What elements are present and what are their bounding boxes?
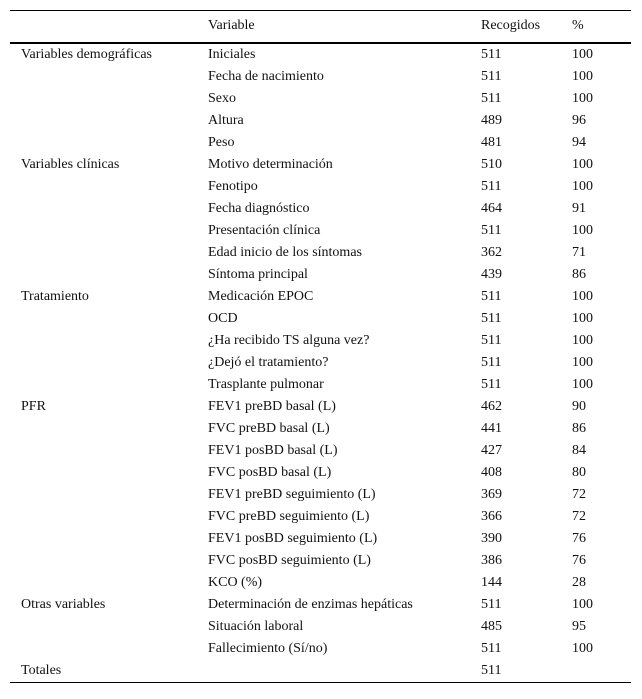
row-percent-cell: 100: [572, 68, 593, 84]
row-percent-cell: 94: [572, 134, 586, 150]
row-percent-cell: 95: [572, 618, 586, 634]
row-percent-cell: 86: [572, 266, 586, 282]
row-recogidos-cell: 386: [481, 552, 502, 568]
header-recogidos: Recogidos: [481, 11, 572, 43]
row-group-cell: [10, 374, 208, 396]
row-group-cell: [10, 462, 208, 484]
table-row: [10, 264, 631, 286]
row-recogidos-cell: 366: [481, 508, 502, 524]
row-recogidos-cell: 489: [481, 112, 502, 128]
table-header: [10, 11, 631, 43]
row-group-cell: [10, 88, 208, 110]
row-variable-cell: FVC preBD basal (L): [208, 420, 330, 436]
row-variable-cell: ¿Dejó el tratamiento?: [208, 354, 329, 370]
table-row: [10, 220, 631, 242]
row-variable-cell: Sexo: [208, 90, 236, 106]
row-group-cell: Otras variables: [21, 596, 106, 612]
row-recogidos-cell: 511: [481, 596, 502, 612]
header-variable: Variable: [208, 11, 481, 43]
row-recogidos-cell: 144: [481, 574, 502, 590]
table-row: [10, 616, 631, 638]
row-percent-cell: 80: [572, 464, 586, 480]
row-recogidos-cell: 511: [481, 288, 502, 304]
row-percent-cell: 96: [572, 112, 586, 128]
row-group-cell: [10, 132, 208, 154]
row-percent-cell: 84: [572, 442, 586, 458]
row-recogidos-cell: 511: [481, 46, 502, 62]
row-percent-cell: 76: [572, 530, 586, 546]
row-variable-cell: Motivo determinación: [208, 156, 333, 172]
row-recogidos-cell: 511: [481, 376, 502, 392]
row-variable-cell: Situación laboral: [208, 618, 304, 634]
row-variable-cell: Fenotipo: [208, 178, 258, 194]
table-body: [10, 43, 631, 683]
row-variable-cell: FEV1 posBD seguimiento (L): [208, 530, 378, 546]
row-percent-cell: 100: [572, 222, 593, 238]
row-group-cell: Variables demográficas: [21, 46, 152, 62]
row-variable-cell: Edad inicio de los síntomas: [208, 244, 362, 260]
data-table: [10, 10, 631, 683]
row-recogidos-cell: 511: [481, 640, 502, 656]
row-group-cell: [10, 198, 208, 220]
row-recogidos-cell: 511: [481, 68, 502, 84]
table-row: [10, 638, 631, 660]
row-recogidos-cell: 511: [481, 660, 572, 683]
table-row: [10, 396, 631, 418]
row-percent-cell: 100: [572, 376, 593, 392]
table-row: [10, 484, 631, 506]
row-group-cell: [10, 418, 208, 440]
table-row: [10, 308, 631, 330]
row-recogidos-cell: 408: [481, 464, 502, 480]
row-variable-cell: FVC preBD seguimiento (L): [208, 508, 370, 524]
row-percent-cell: 86: [572, 420, 586, 436]
row-recogidos-cell: 462: [481, 398, 502, 414]
row-variable-cell: KCO (%): [208, 574, 263, 590]
row-group-cell: [10, 638, 208, 660]
table-row: [10, 352, 631, 374]
row-group-cell: [10, 176, 208, 198]
row-group-cell: [10, 308, 208, 330]
row-recogidos-cell: 511: [481, 332, 502, 348]
row-percent-cell: 100: [572, 178, 593, 194]
table-row: [10, 374, 631, 396]
row-group-cell: Tratamiento: [21, 288, 89, 304]
row-group-cell: [10, 440, 208, 462]
row-recogidos-cell: 511: [481, 90, 502, 106]
row-percent-cell: 72: [572, 486, 586, 502]
row-percent-cell: 91: [572, 200, 586, 216]
table-row: [10, 660, 631, 683]
row-variable-cell: FVC posBD basal (L): [208, 464, 332, 480]
table-row: [10, 330, 631, 352]
row-variable-cell: Presentación clínica: [208, 222, 321, 238]
row-percent-cell: 72: [572, 508, 586, 524]
row-group-cell: [10, 550, 208, 572]
row-percent-cell: 76: [572, 552, 586, 568]
row-percent-cell: 90: [572, 398, 586, 414]
row-percent-cell: 71: [572, 244, 586, 260]
row-percent-cell: 28: [572, 574, 586, 590]
row-percent-cell: 100: [572, 332, 593, 348]
table-row: [10, 198, 631, 220]
table-row: [10, 528, 631, 550]
row-recogidos-cell: 441: [481, 420, 502, 436]
row-variable-cell: [208, 660, 481, 683]
table-row: [10, 572, 631, 594]
row-percent-cell: 100: [572, 640, 593, 656]
row-percent-cell: 100: [572, 310, 593, 326]
row-group-cell: Totales: [10, 660, 208, 683]
row-group-cell: [10, 330, 208, 352]
row-recogidos-cell: 481: [481, 134, 502, 150]
row-variable-cell: Trasplante pulmonar: [208, 376, 324, 392]
row-variable-cell: Iniciales: [208, 46, 256, 62]
row-group-cell: [10, 352, 208, 374]
row-variable-cell: Peso: [208, 134, 235, 150]
table-row: [10, 440, 631, 462]
row-percent-cell: 100: [572, 596, 593, 612]
row-group-cell: [10, 110, 208, 132]
table-row: [10, 242, 631, 264]
row-percent-cell: 100: [572, 156, 593, 172]
row-variable-cell: Fecha diagnóstico: [208, 200, 310, 216]
table-row: [10, 506, 631, 528]
table-row: [10, 176, 631, 198]
row-group-cell: Variables clínicas: [21, 156, 120, 172]
row-variable-cell: FVC posBD seguimiento (L): [208, 552, 371, 568]
table-row: [10, 154, 631, 176]
row-recogidos-cell: 511: [481, 354, 502, 370]
row-group-cell: [10, 506, 208, 528]
row-percent-cell: 100: [572, 354, 593, 370]
table-row: [10, 66, 631, 88]
header-percent: %: [572, 11, 631, 43]
row-percent-cell: 100: [572, 46, 593, 62]
row-recogidos-cell: 427: [481, 442, 502, 458]
table-row: [10, 286, 631, 308]
table-row: [10, 462, 631, 484]
header-group: [10, 11, 208, 43]
row-group-cell: [10, 616, 208, 638]
header-row: [10, 11, 631, 43]
row-group-cell: [10, 528, 208, 550]
row-variable-cell: Medicación EPOC: [208, 288, 314, 304]
row-recogidos-cell: 485: [481, 618, 502, 634]
row-variable-cell: Fecha de nacimiento: [208, 68, 324, 84]
row-variable-cell: Fallecimiento (Sí/no): [208, 640, 328, 656]
row-recogidos-cell: 439: [481, 266, 502, 282]
row-recogidos-cell: 464: [481, 200, 502, 216]
table-row: [10, 418, 631, 440]
row-percent-cell: 100: [572, 288, 593, 304]
row-recogidos-cell: 510: [481, 156, 502, 172]
row-variable-cell: Determinación de enzimas hepáticas: [208, 596, 413, 612]
row-recogidos-cell: 511: [481, 222, 502, 238]
row-percent-cell: 100: [572, 90, 593, 106]
row-recogidos-cell: 390: [481, 530, 502, 546]
row-variable-cell: FEV1 preBD basal (L): [208, 398, 336, 414]
row-group-cell: [10, 572, 208, 594]
row-variable-cell: Altura: [208, 112, 244, 128]
table-row: [10, 594, 631, 616]
row-variable-cell: FEV1 preBD seguimiento (L): [208, 486, 376, 502]
table-row: [10, 132, 631, 154]
row-variable-cell: ¿Ha recibido TS alguna vez?: [208, 332, 370, 348]
row-group-cell: PFR: [21, 398, 46, 414]
row-recogidos-cell: 362: [481, 244, 502, 260]
table-row: [10, 43, 631, 66]
row-recogidos-cell: 511: [481, 178, 502, 194]
row-variable-cell: FEV1 posBD basal (L): [208, 442, 338, 458]
row-group-cell: [10, 220, 208, 242]
row-variable-cell: OCD: [208, 310, 238, 326]
table-row: [10, 88, 631, 110]
row-recogidos-cell: 369: [481, 486, 502, 502]
row-group-cell: [10, 242, 208, 264]
row-group-cell: [10, 264, 208, 286]
row-group-cell: [10, 484, 208, 506]
row-percent-cell: [572, 660, 631, 683]
table-row: [10, 550, 631, 572]
row-group-cell: [10, 66, 208, 88]
table-row: [10, 110, 631, 132]
row-recogidos-cell: 511: [481, 310, 502, 326]
row-variable-cell: Síntoma principal: [208, 266, 308, 282]
